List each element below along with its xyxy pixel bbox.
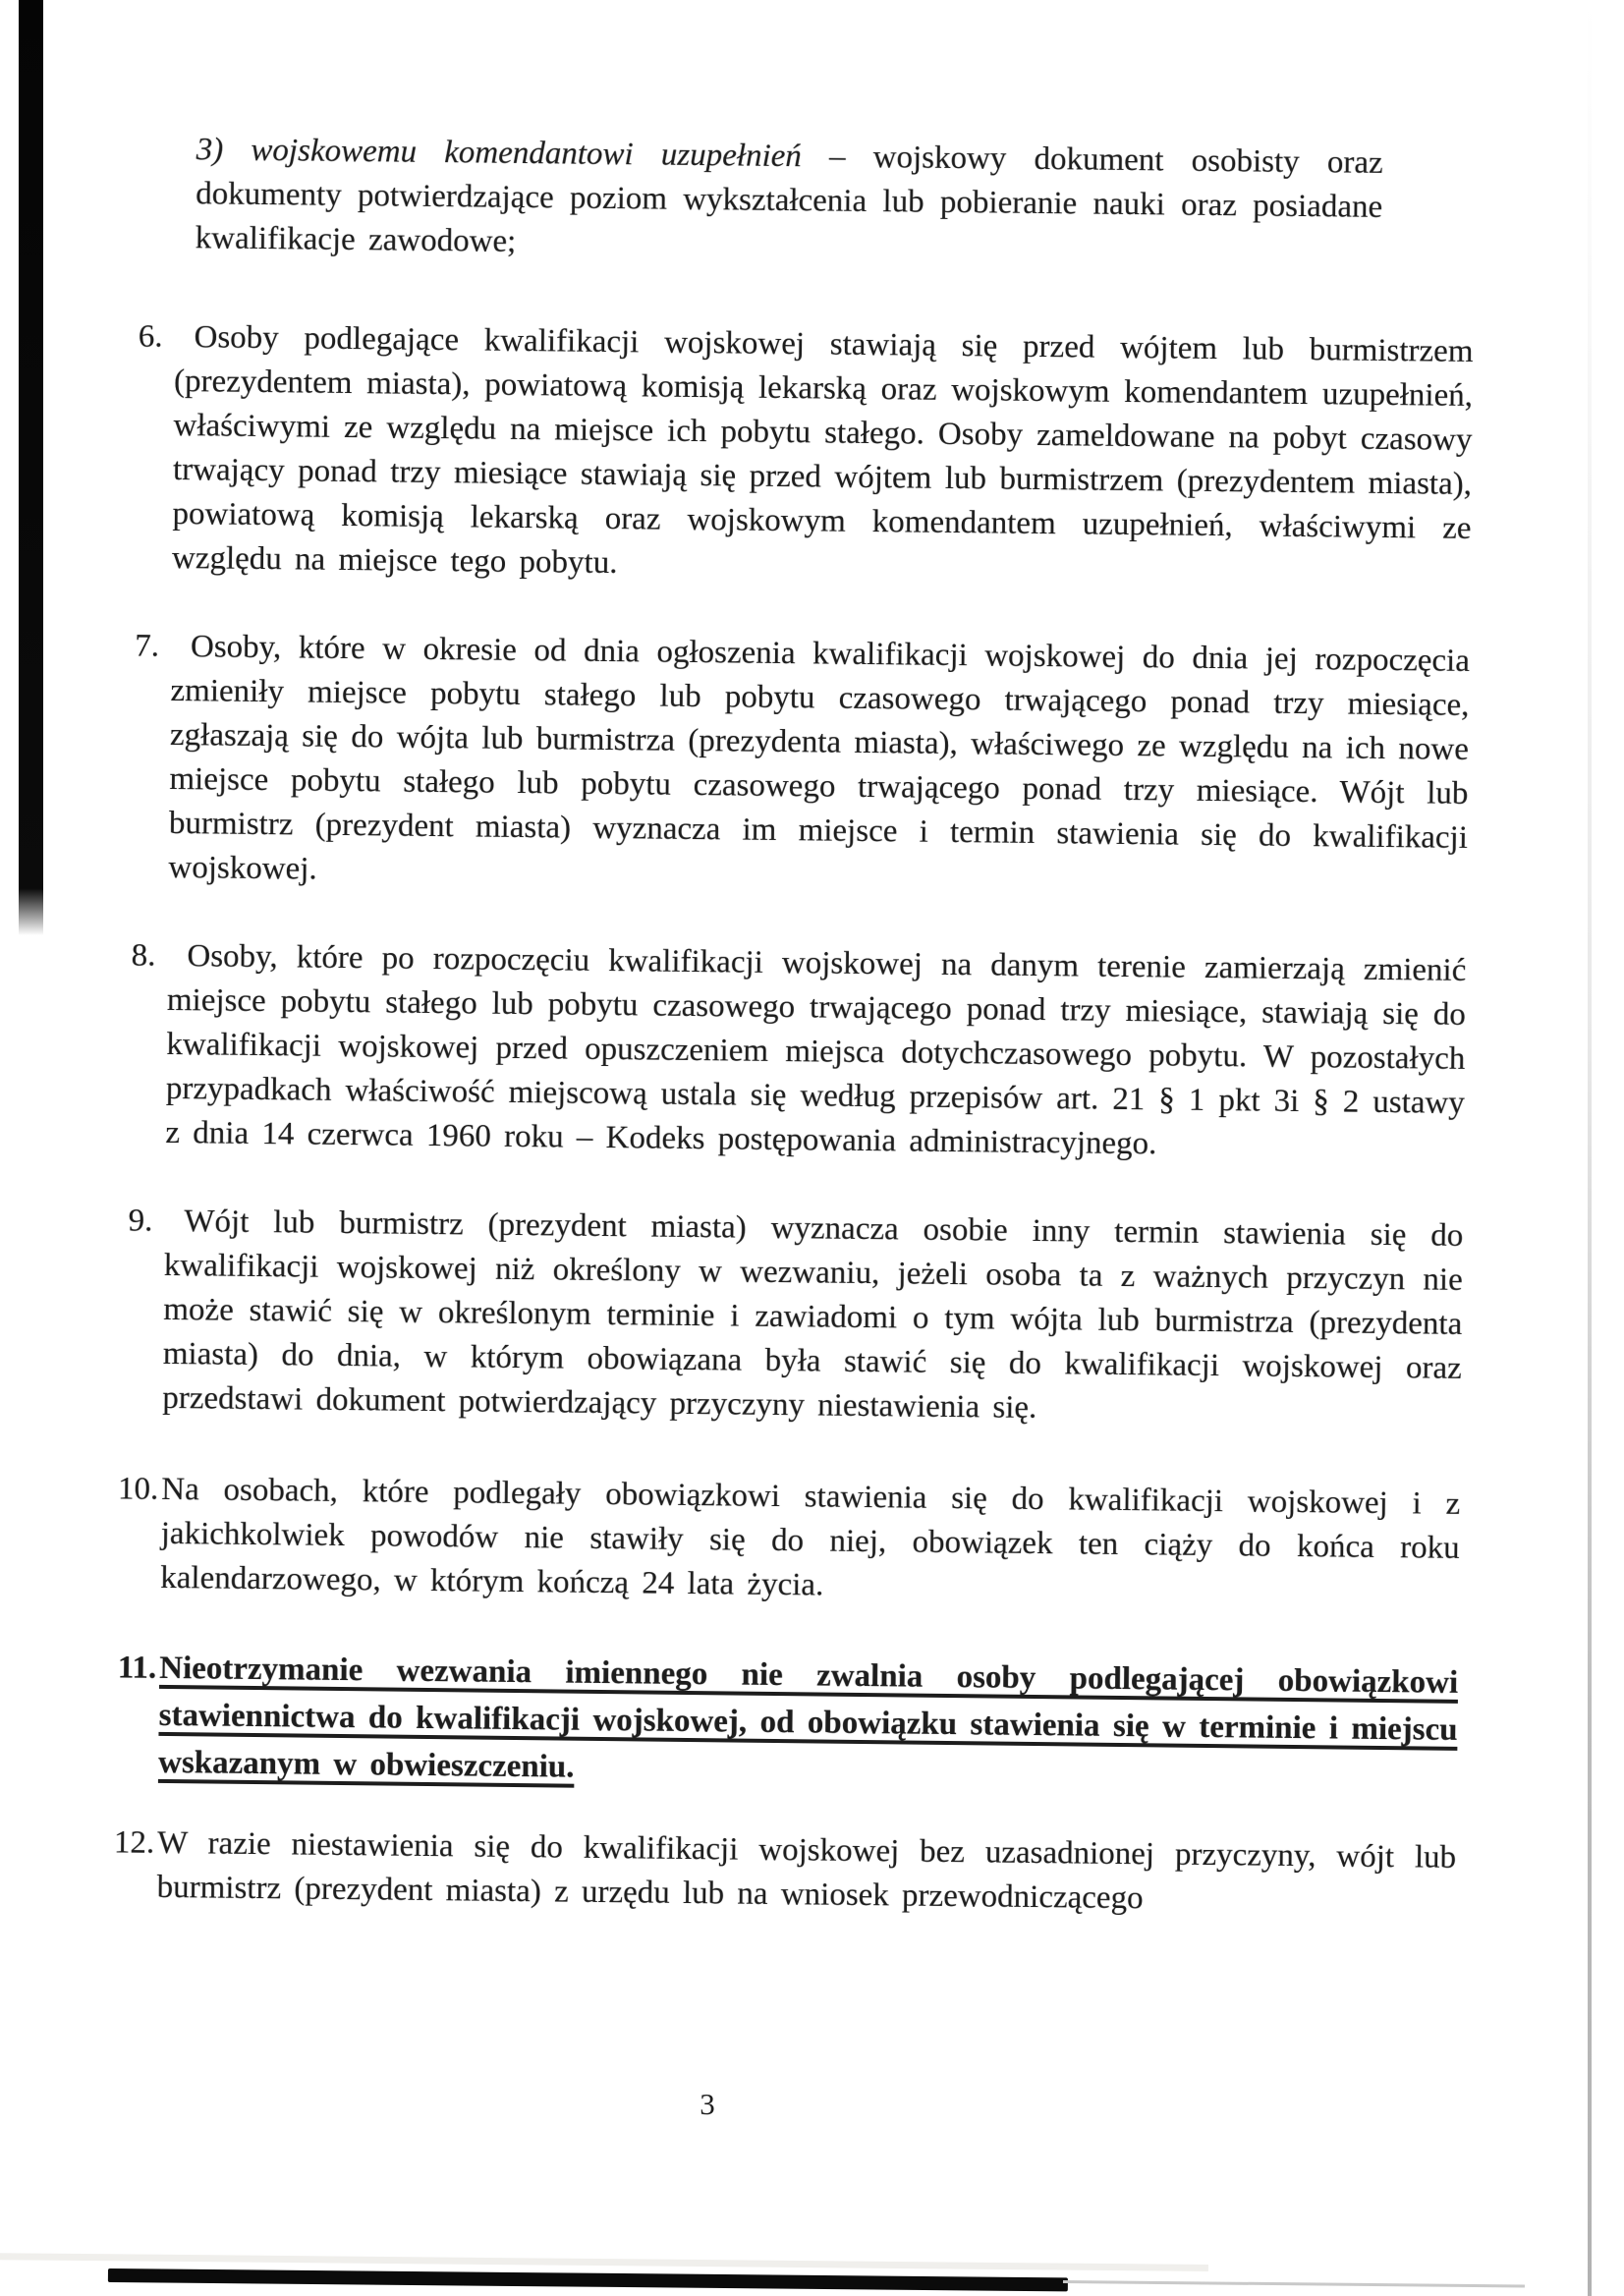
list-item-6 <box>138 315 1474 595</box>
list-item-12 <box>113 1821 1457 1925</box>
list-item-7 <box>135 625 1471 905</box>
list-item-text: Osoby podlegające kwalifikacji wojskowej stawiają się przed wójtem lub burmistrzem (prezydentem miasta), powiatową komisją lekarską oraz wojskowym komendantem uzupełnień, właściwymi ze względu na miejsce ich pobytu stałego. Osoby zameldowane na pobyt czasowy trwający ponad trzy miesiące stawiają się przed wójtem lub burmistrzem (prezydentem miasta), powiatową komisją lekarską oraz wojskowym komendantem uzupełnień, właściwymi ze względu na miejsce tego pobytu. <box>171 319 1474 582</box>
list-item-number: 6. <box>138 318 163 355</box>
list-item-text: W razie niestawienia się do kwalifikacji wojskowej bez uzasadnionej przyczyny, wójt lub burmistrz (prezydent miasta) z urzędu lub na wniosek przewodniczącego <box>156 1824 1457 1917</box>
list-item-9 <box>128 1200 1464 1435</box>
scan-artifact-page-edge-line <box>1588 0 1592 2296</box>
list-item-3 <box>195 128 1382 274</box>
scan-artifact-bottom-bar <box>108 2268 1068 2291</box>
list-item-text: Osoby, które w okresie od dnia ogłoszenia kwalifikacji wojskowej do dnia jej rozpoczęcia zmieniły miejsce pobytu stałego lub pobytu czasowego trwającego ponad trzy miesiące, zgłaszają się do wójta lub burmistrza (prezydenta miasta), właściwego ze względu na ich nowe miejsce pobytu stałego lub pobytu czasowego trwającego ponad trzy miesiące. Wójt lub burmistrz (prezydent miasta) wyznacza im miejsce i termin stawienia się do kwalifikacji wojskowej. <box>168 629 1471 887</box>
document-body <box>113 128 1476 1969</box>
list-item-number: 11. <box>117 1650 157 1686</box>
list-item-3-marker: 3) <box>196 132 252 168</box>
list-item-10 <box>117 1468 1461 1615</box>
list-item-number: 9. <box>128 1203 153 1239</box>
page-number: 3 <box>700 2087 715 2121</box>
list-item-number: 10. <box>117 1471 159 1507</box>
list-item-number: 12. <box>113 1824 155 1861</box>
list-item-8 <box>131 934 1467 1170</box>
scan-artifact-bottom-line <box>1063 2280 1525 2288</box>
list-item-11 <box>117 1645 1459 1801</box>
list-item-3-term: wojskowemu komendantowi uzupełnień <box>251 132 803 175</box>
list-item-text: Wójt lub burmistrz (prezydent miasta) wyznacza osobie inny termin stawienia się do kwalifikacji wojskowej niż określony w wezwaniu, jeżeli osoba ta z ważnych przyczyn nie może stawić się w określonym terminie i zawiadomi o tym wójta lub burmistrza (prezydenta miasta) do dnia, w którym obowiązana była stawić się do kwalifikacji wojskowej oraz przedstawi dokument potwierdzający przyczyny niestawienia się. <box>162 1204 1464 1427</box>
list-item-text: Osoby, które po rozpoczęciu kwalifikacji wojskowej na danym terenie zamierzają zmienić miejsce pobytu stałego lub pobytu czasowego trwającego ponad trzy miesiące, stawiają się do kwalifikacji wojskowej przed opuszczeniem miejsca dotychczasowego pobytu. W pozostałych przypadkach właściwość miejscową ustala się według przepisów art. 21 § 1 pkt 3i § 2 ustawy z dnia 14 czerwca 1960 roku – Kodeks postępowania administracyjnego. <box>165 938 1467 1162</box>
list-item-text: Nieotrzymanie wezwania imiennego nie zwalnia osoby podlegającej obowiązkowi stawiennictwa do kwalifikacji wojskowej, od obowiązku stawienia się w terminie i miejscu wskazanym w obwieszczeniu. <box>157 1650 1459 1785</box>
list-item-text: Na osobach, które podlegały obowiązkowi stawienia się do kwalifikacji wojskowej i z jakichkolwiek powodów nie stawiły się do niej, obowiązek ten ciąży do końca roku kalendarzowego, w którym kończą 24 lata życia. <box>160 1471 1461 1603</box>
list-item-number: 8. <box>131 937 156 974</box>
list-item-3-text: – wojskowy dokument osobisty oraz dokumenty potwierdzające poziom wykształcenia lub pobieranie nauki oraz posiadane kwalifikacje zawodowe; <box>195 139 1383 259</box>
scan-artifact-left-bar <box>19 0 43 935</box>
list-item-number: 7. <box>135 628 160 664</box>
